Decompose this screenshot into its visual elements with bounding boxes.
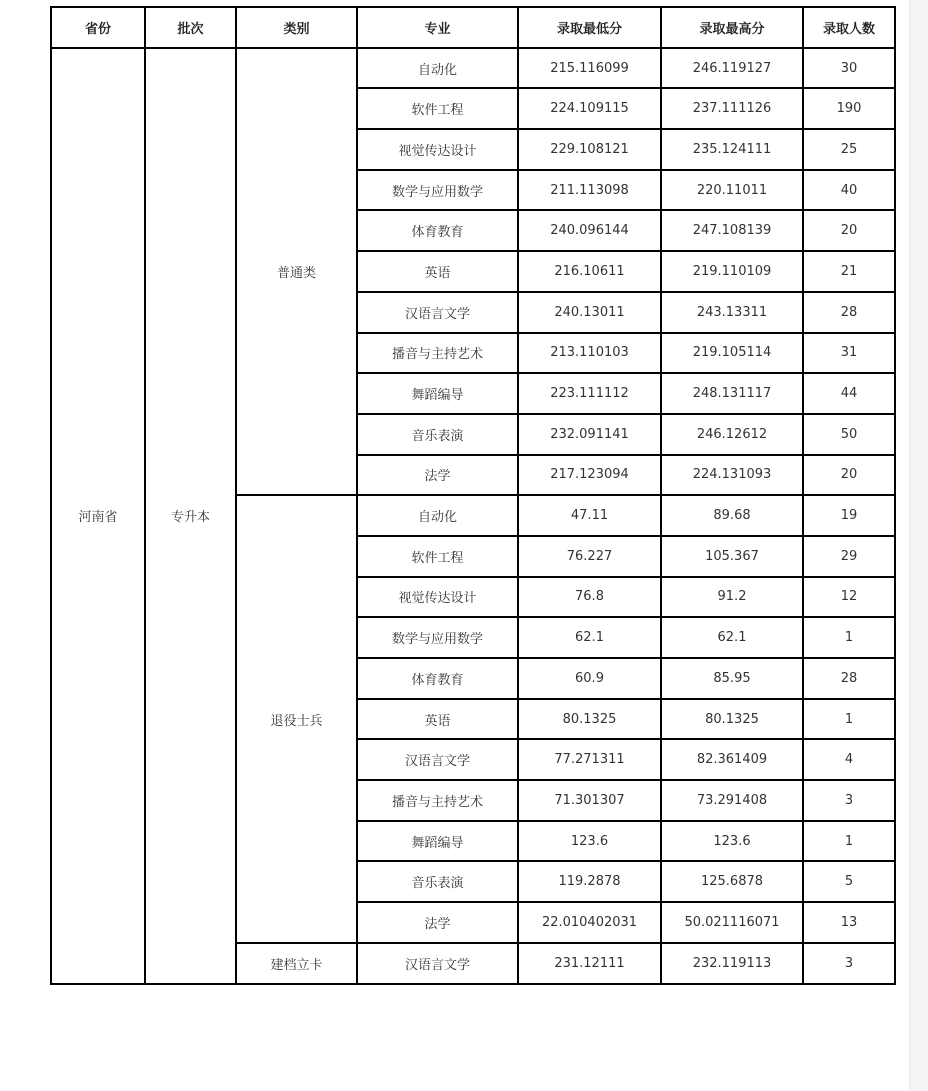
admitted-count-cell: 13 [803, 902, 895, 943]
major-cell: 视觉传达设计 [357, 129, 518, 170]
max-score-cell: 125.6878 [661, 861, 803, 902]
max-score-cell: 50.021116071 [661, 902, 803, 943]
major-cell: 音乐表演 [357, 414, 518, 455]
max-score-cell: 82.361409 [661, 739, 803, 780]
province-cell: 河南省 [51, 48, 145, 984]
min-score-cell: 76.8 [518, 577, 661, 618]
major-cell: 舞蹈编导 [357, 821, 518, 862]
header-admitted-count: 录取人数 [803, 7, 895, 48]
admitted-count-cell: 12 [803, 577, 895, 618]
category-cell: 退役士兵 [236, 495, 357, 943]
header-major: 专业 [357, 7, 518, 48]
major-cell: 英语 [357, 699, 518, 740]
major-cell: 自动化 [357, 48, 518, 89]
min-score-cell: 60.9 [518, 658, 661, 699]
max-score-cell: 219.110109 [661, 251, 803, 292]
major-cell: 汉语言文学 [357, 739, 518, 780]
admitted-count-cell: 50 [803, 414, 895, 455]
major-cell: 汉语言文学 [357, 943, 518, 984]
major-cell: 汉语言文学 [357, 292, 518, 333]
min-score-cell: 76.227 [518, 536, 661, 577]
max-score-cell: 248.131117 [661, 373, 803, 414]
max-score-cell: 105.367 [661, 536, 803, 577]
min-score-cell: 47.11 [518, 495, 661, 536]
min-score-cell: 80.1325 [518, 699, 661, 740]
min-score-cell: 231.12111 [518, 943, 661, 984]
header-province: 省份 [51, 7, 145, 48]
admitted-count-cell: 1 [803, 821, 895, 862]
min-score-cell: 119.2878 [518, 861, 661, 902]
max-score-cell: 224.131093 [661, 455, 803, 496]
major-cell: 软件工程 [357, 536, 518, 577]
max-score-cell: 246.119127 [661, 48, 803, 89]
admitted-count-cell: 3 [803, 943, 895, 984]
major-cell: 视觉传达设计 [357, 577, 518, 618]
admitted-count-cell: 44 [803, 373, 895, 414]
max-score-cell: 91.2 [661, 577, 803, 618]
min-score-cell: 223.111112 [518, 373, 661, 414]
category-cell: 普通类 [236, 48, 357, 496]
major-cell: 软件工程 [357, 88, 518, 129]
min-score-cell: 211.113098 [518, 170, 661, 211]
major-cell: 法学 [357, 455, 518, 496]
max-score-cell: 220.11011 [661, 170, 803, 211]
max-score-cell: 80.1325 [661, 699, 803, 740]
header-max-score: 录取最高分 [661, 7, 803, 48]
major-cell: 自动化 [357, 495, 518, 536]
admitted-count-cell: 5 [803, 861, 895, 902]
min-score-cell: 123.6 [518, 821, 661, 862]
admitted-count-cell: 21 [803, 251, 895, 292]
header-row [51, 7, 895, 48]
min-score-cell: 213.110103 [518, 333, 661, 374]
major-cell: 播音与主持艺术 [357, 333, 518, 374]
major-cell: 数学与应用数学 [357, 617, 518, 658]
max-score-cell: 232.119113 [661, 943, 803, 984]
header-min-score: 录取最低分 [518, 7, 661, 48]
major-cell: 体育教育 [357, 210, 518, 251]
min-score-cell: 71.301307 [518, 780, 661, 821]
major-cell: 法学 [357, 902, 518, 943]
min-score-cell: 215.116099 [518, 48, 661, 89]
admitted-count-cell: 19 [803, 495, 895, 536]
admitted-count-cell: 31 [803, 333, 895, 374]
max-score-cell: 73.291408 [661, 780, 803, 821]
min-score-cell: 22.010402031 [518, 902, 661, 943]
min-score-cell: 240.13011 [518, 292, 661, 333]
major-cell: 数学与应用数学 [357, 170, 518, 211]
major-cell: 英语 [357, 251, 518, 292]
max-score-cell: 123.6 [661, 821, 803, 862]
admitted-count-cell: 40 [803, 170, 895, 211]
header-batch: 批次 [145, 7, 236, 48]
min-score-cell: 77.271311 [518, 739, 661, 780]
admission-scores-table [50, 6, 896, 985]
major-cell: 音乐表演 [357, 861, 518, 902]
major-cell: 播音与主持艺术 [357, 780, 518, 821]
category-cell: 建档立卡 [236, 943, 357, 984]
max-score-cell: 235.124111 [661, 129, 803, 170]
min-score-cell: 62.1 [518, 617, 661, 658]
admitted-count-cell: 20 [803, 210, 895, 251]
admitted-count-cell: 28 [803, 658, 895, 699]
admitted-count-cell: 30 [803, 48, 895, 89]
admitted-count-cell: 4 [803, 739, 895, 780]
admitted-count-cell: 25 [803, 129, 895, 170]
min-score-cell: 216.10611 [518, 251, 661, 292]
header-category: 类别 [236, 7, 357, 48]
max-score-cell: 237.111126 [661, 88, 803, 129]
min-score-cell: 240.096144 [518, 210, 661, 251]
admitted-count-cell: 3 [803, 780, 895, 821]
admitted-count-cell: 20 [803, 455, 895, 496]
max-score-cell: 85.95 [661, 658, 803, 699]
batch-cell: 专升本 [145, 48, 236, 984]
major-cell: 舞蹈编导 [357, 373, 518, 414]
min-score-cell: 224.109115 [518, 88, 661, 129]
admitted-count-cell: 1 [803, 617, 895, 658]
table-row [51, 48, 895, 89]
admitted-count-cell: 28 [803, 292, 895, 333]
max-score-cell: 62.1 [661, 617, 803, 658]
table-body [51, 48, 895, 984]
max-score-cell: 247.108139 [661, 210, 803, 251]
admitted-count-cell: 190 [803, 88, 895, 129]
admitted-count-cell: 29 [803, 536, 895, 577]
max-score-cell: 89.68 [661, 495, 803, 536]
min-score-cell: 232.091141 [518, 414, 661, 455]
major-cell: 体育教育 [357, 658, 518, 699]
max-score-cell: 219.105114 [661, 333, 803, 374]
min-score-cell: 229.108121 [518, 129, 661, 170]
page-scrollbar-track [909, 0, 928, 1091]
max-score-cell: 246.12612 [661, 414, 803, 455]
max-score-cell: 243.13311 [661, 292, 803, 333]
min-score-cell: 217.123094 [518, 455, 661, 496]
admitted-count-cell: 1 [803, 699, 895, 740]
